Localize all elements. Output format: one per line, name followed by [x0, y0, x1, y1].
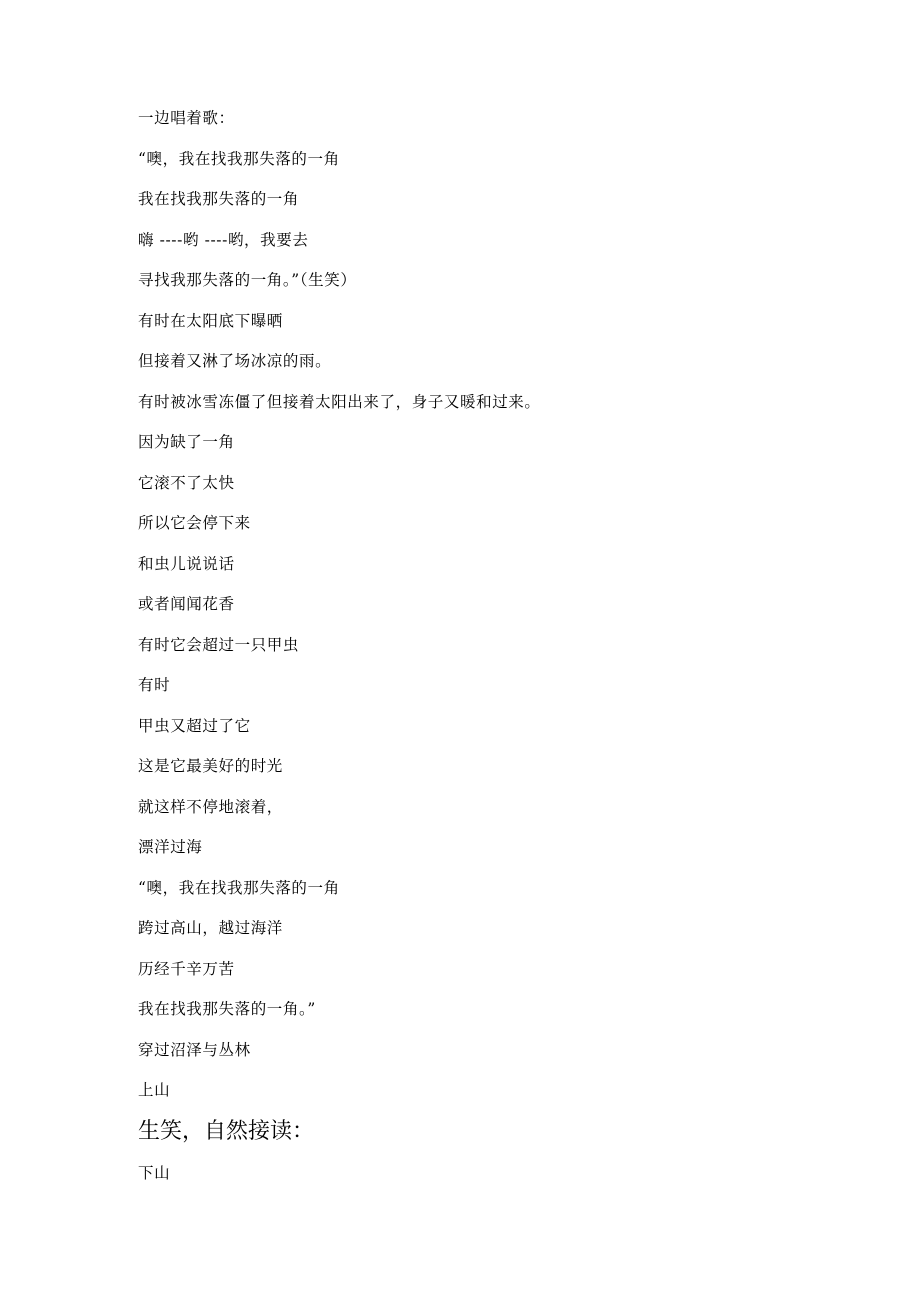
- text-line: 它滚不了太快: [138, 473, 235, 492]
- text-line: 我在找我那失落的一角: [138, 190, 300, 208]
- text-line: 跨过高山，越过海洋: [138, 919, 283, 937]
- text-line: 穿过沼泽与丛林: [138, 1040, 251, 1059]
- text-line: 上山: [138, 1081, 171, 1099]
- poem-text: [138, 98, 898, 1193]
- text-line: 嗨 ----哟 ----哟，我要去: [138, 230, 309, 249]
- text-line: 这是它最美好的时光: [138, 757, 283, 775]
- text-line: 历经千辛万苦: [138, 959, 235, 978]
- text-line: 一边唱着歌：: [138, 109, 235, 127]
- text-line: 下山: [138, 1163, 171, 1182]
- text-line: 但接着又淋了场冰凉的雨。: [138, 352, 332, 370]
- text-line: 我在找我那失落的一角。”: [138, 1000, 316, 1018]
- text-line: 漂洋过海: [138, 838, 203, 856]
- text-line: 所以它会停下来: [138, 514, 251, 532]
- text-line: 或者闻闻花香: [138, 595, 235, 613]
- text-line: 有时: [138, 676, 171, 694]
- text-line: 有时在太阳底下曝晒: [138, 311, 283, 330]
- text-line: 就这样不停地滚着，: [138, 797, 283, 816]
- text-line: 寻找我那失落的一角。”（生笑）: [138, 271, 357, 289]
- text-line: 因为缺了一角: [138, 433, 235, 451]
- text-line: 甲虫又超过了它: [138, 716, 251, 735]
- text-line: 有时被冰雪冻僵了但接着太阳出来了，身子又暖和过来。: [138, 392, 541, 411]
- text-line: 和虫儿说说话: [138, 554, 235, 573]
- text-line: “噢，我在找我那失落的一角: [138, 149, 340, 168]
- stage-direction: 生笑，自然接读：: [138, 1118, 315, 1144]
- text-line: 有时它会超过一只甲虫: [138, 635, 300, 654]
- text-line: “噢，我在找我那失落的一角: [138, 878, 340, 897]
